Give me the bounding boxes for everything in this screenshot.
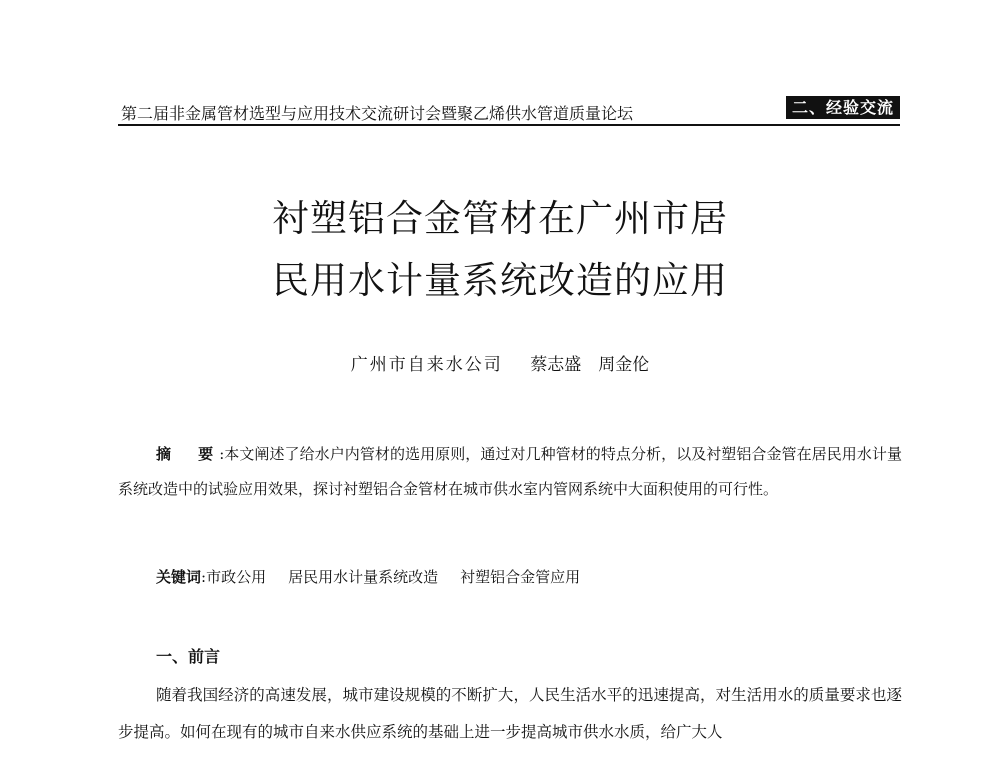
conference-title: 第二届非金属管材选型与应用技术交流研讨会暨聚乙烯供水管道质量论坛	[121, 104, 634, 123]
paper-title-line-2: 民用水计量系统改造的应用	[272, 259, 728, 302]
body-paragraph: 随着我国经济的高速发展，城市建设规模的不断扩大，人民生活水平的迅速提高，对生活用水的质量要求也逐步提高。如何在现有的城市自来水供应系统的基础上进一步提高城市供水水质，给广大人	[118, 686, 902, 741]
section-tag: 二、经验交流	[786, 96, 900, 119]
affiliation: 广州市自来水公司	[350, 355, 503, 375]
paper-title-line-1: 衬塑铝合金管材在广州市居	[272, 197, 728, 240]
keywords	[156, 566, 602, 587]
section-heading: 一、前言	[156, 647, 221, 666]
author-line	[0, 350, 1000, 375]
author-names: 蔡志盛 周金伦	[530, 355, 650, 375]
keywords-label: 关键词	[156, 568, 202, 586]
abstract-text: 本文阐述了给水户内管材的选用原则，通过对几种管材的特点分析，以及衬塑铝合金管在居民用水计量系统改造中的试验应用效果，探讨衬塑铝合金管材在城市供水室内管网系统中大面积使用的可行性。	[118, 445, 902, 498]
abstract-label: 摘 要	[156, 445, 220, 463]
keyword: 衬塑铝合金管应用	[460, 568, 581, 586]
keywords-colon: :	[201, 568, 207, 586]
keyword: 市政公用	[206, 568, 267, 586]
header-rule	[118, 124, 900, 126]
keyword: 居民用水计量系统改造	[288, 568, 439, 586]
running-header	[118, 95, 900, 123]
abstract	[118, 437, 902, 507]
abstract-colon: :	[219, 445, 225, 463]
